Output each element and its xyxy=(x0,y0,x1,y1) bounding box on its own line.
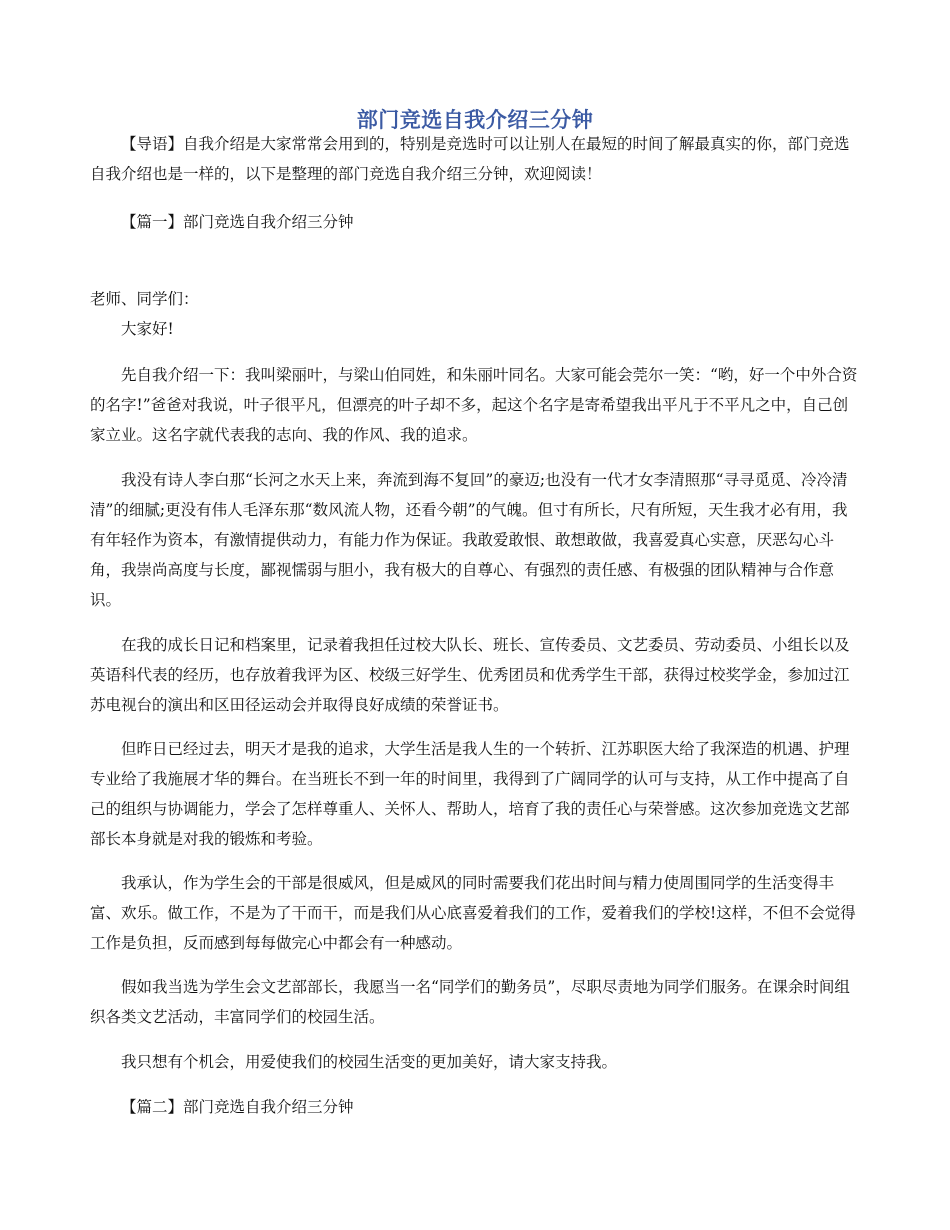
body-paragraph-4: 但昨日已经过去，明天才是我的追求，大学生活是我人生的一个转折、江苏职医大给了我深造的机遇、护理专业给了我施展才华的舞台。在当班长不到一年的时间里，我得到了广阔同学的认可与支持，从工作中提高了自己的组织与协调能力，学会了怎样尊重人、关怀人、帮助人，培育了我的责任心与荣誉感。这次参加竞选文艺部部长本身就是对我的锻炼和考验。 xyxy=(90,740,850,848)
body-paragraph-7: 我只想有个机会，用爱使我们的校园生活变的更加美好，请大家支持我。 xyxy=(121,1053,618,1071)
salutation: 老师、同学们： xyxy=(90,290,199,308)
body-paragraph-5: 我承认，作为学生会的干部是很威风，但是威风的同时需要我们花出时间与精力使周围同学的生活变得丰富、欢乐。做工作，不是为了干而干，而是我们从心底喜爱着我们的工作，爱着我们的学校!这样，不但不会觉得工作是负担，反而感到每每做完心中都会有一种感动。 xyxy=(90,874,856,952)
section-heading-1: 【篇一】部门竞选自我介绍三分钟 xyxy=(121,213,354,231)
body-paragraph-6: 假如我当选为学生会文艺部部长，我愿当一名“同学们的勤务员”，尽职尽责地为同学们服务。在课余时间组织各类文艺活动，丰富同学们的校园生活。 xyxy=(90,978,850,1026)
intro-paragraph: 【导语】自我介绍是大家常常会用到的，特别是竞选时可以让别人在最短的时间了解最真实的你，部门竞选自我介绍也是一样的，以下是整理的部门竞选自我介绍三分钟，欢迎阅读！ xyxy=(90,135,850,183)
body-paragraph-1: 先自我介绍一下：我叫梁丽叶，与梁山伯同姓，和朱丽叶同名。大家可能会莞尔一笑：“哟，好一个中外合资的名字!”爸爸对我说，叶子很平凡，但漂亮的叶子却不多，起这个名字是寄希望我出平凡于不平凡之中，自己创家立业。这名字就代表我的志向、我的作风、我的追求。 xyxy=(90,366,858,444)
page-title: 部门竞选自我介绍三分钟 xyxy=(356,107,594,132)
body-paragraph-3: 在我的成长日记和档案里，记录着我担任过校大队长、班长、宣传委员、文艺委员、劳动委员、小组长以及英语科代表的经历，也存放着我评为区、校级三好学生、优秀团员和优秀学生干部，获得过校奖学金，参加过江苏电视台的演出和区田径运动会并取得良好成绩的荣誉证书。 xyxy=(90,636,850,714)
body-paragraph-2: 我没有诗人李白那“长河之水天上来，奔流到海不复回”的豪迈;也没有一代才女李清照那“寻寻觅觅、冷冷清清”的细腻;更没有伟人毛泽东那“数风流人物，还看今朝”的气魄。但寸有所长，尺有所短，天生我才必有用，我有年轻作为资本，有激情提供动力，有能力作为保证。我敢爱敢恨、敢想敢做，我喜爱真心实意，厌恶勾心斗角，我崇尚高度与长度，鄙视懦弱与胆小，我有极大的自尊心、有强烈的责任感、有极强的团队精神与合作意识。 xyxy=(90,471,848,609)
greeting: 大家好! xyxy=(121,320,174,338)
section-heading-2: 【篇二】部门竞选自我介绍三分钟 xyxy=(121,1098,354,1116)
